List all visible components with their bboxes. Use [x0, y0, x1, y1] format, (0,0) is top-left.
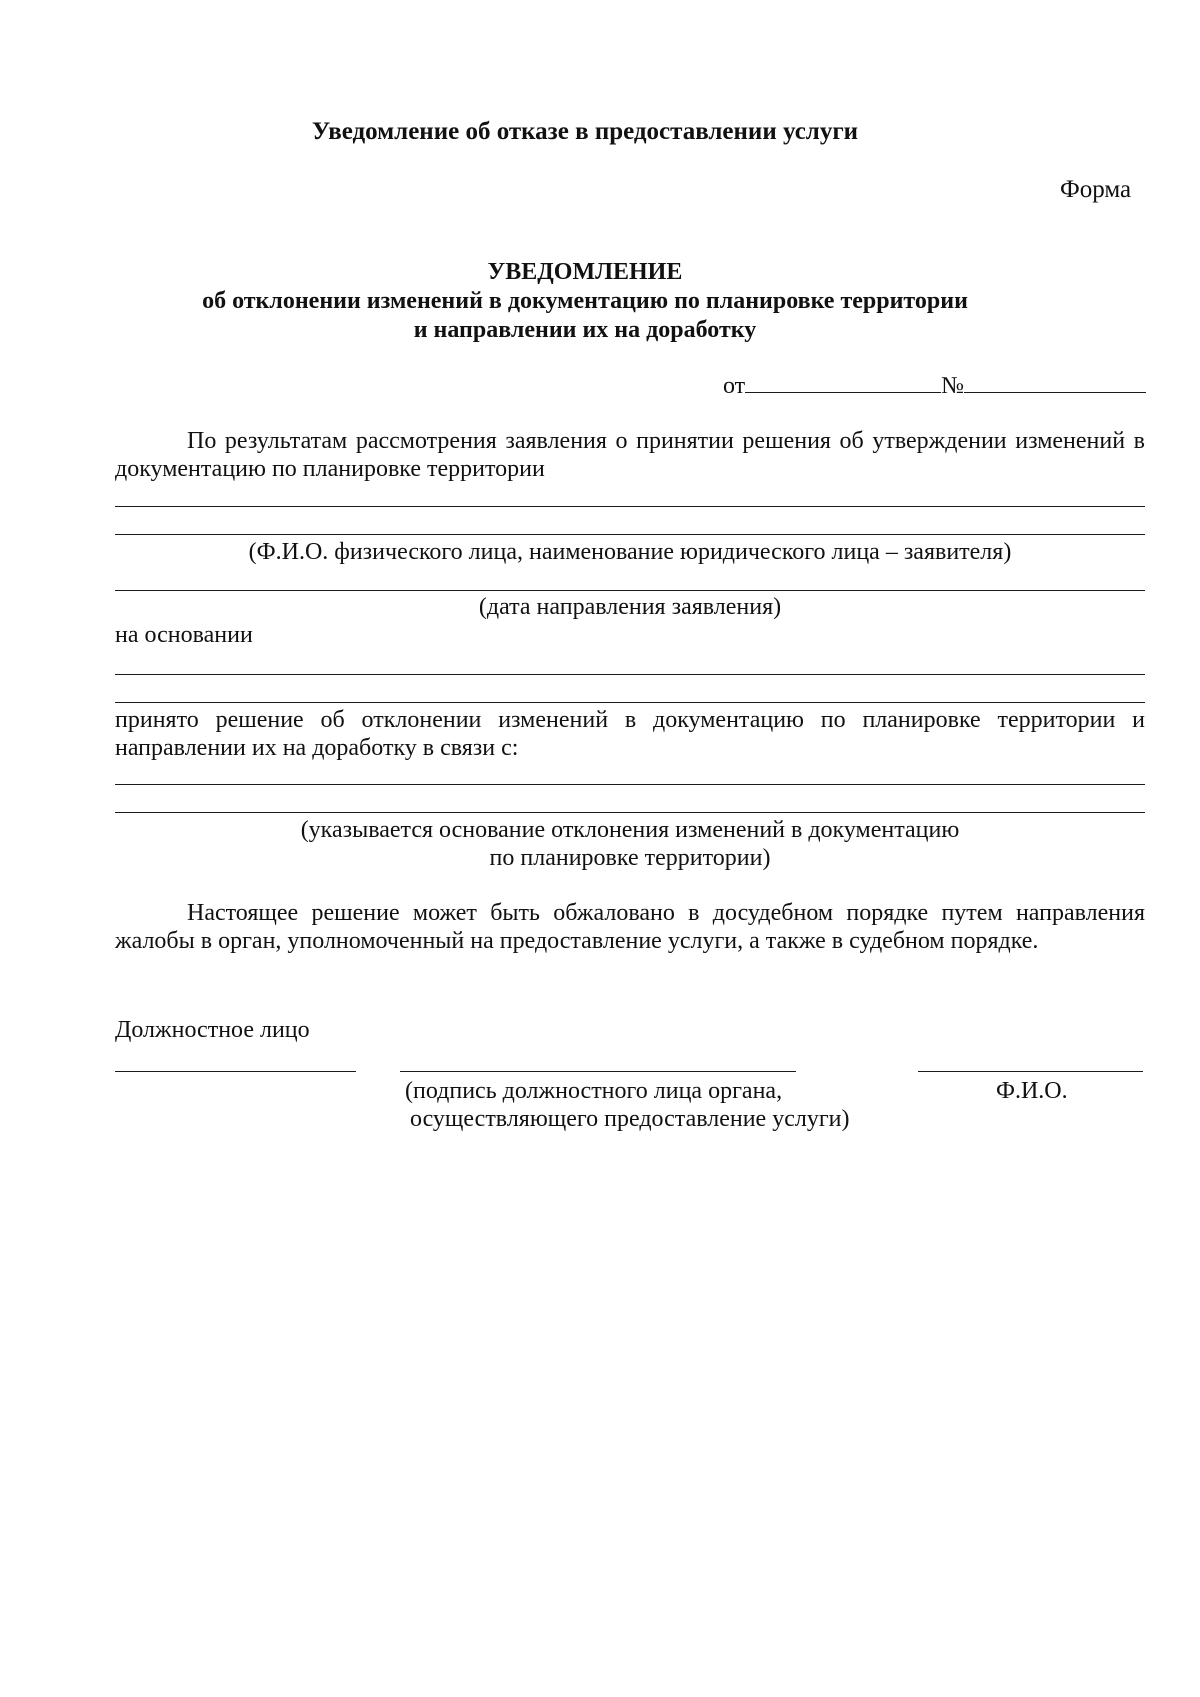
- fio-caption: Ф.И.О.: [996, 1078, 1068, 1104]
- number-field[interactable]: [964, 370, 1146, 393]
- date-field[interactable]: [745, 370, 941, 393]
- review-paragraph-line2: документацию по планировке территории: [115, 456, 545, 482]
- applicant-line-1[interactable]: [115, 506, 1145, 507]
- basis-line-2[interactable]: [115, 702, 1145, 703]
- document-title: Уведомление об отказе в предоставлении услуги: [311, 118, 859, 145]
- signature-caption-line2: осуществляющего предоставление услуги): [410, 1106, 850, 1132]
- applicant-caption: (Ф.И.О. физического лица, наименование юридического лица – заявителя): [248, 539, 1012, 565]
- signature-caption-line1: (подпись должностного лица органа,: [405, 1078, 783, 1104]
- form-label: Форма: [1060, 176, 1132, 203]
- appeal-line2: жалобы в орган, уполномоченный на предоставление услуги, а также в судебном порядке.: [115, 928, 1039, 954]
- appeal-line1: Настоящее решение может быть обжаловано в досудебном порядке путем направления: [187, 900, 1145, 926]
- notice-subheading-line2: и направлении их на доработку: [413, 317, 757, 343]
- date-number-row: [723, 370, 1146, 400]
- reason-line-1[interactable]: [115, 784, 1145, 785]
- applicant-line-2[interactable]: [115, 534, 1145, 535]
- basis-label: на основании: [115, 622, 253, 648]
- notice-subheading-line1: об отклонении изменений в документацию по планировке территории: [202, 288, 968, 314]
- notice-heading: УВЕДОМЛЕНИЕ: [487, 259, 683, 285]
- review-paragraph-line1: По результатам рассмотрения заявления о принятии решения об утверждении изменений в: [187, 428, 1145, 454]
- official-position-line[interactable]: [115, 1071, 356, 1072]
- decision-line1: принято решение об отклонении изменений в документацию по планировке территории и: [115, 707, 1145, 733]
- number-label: №: [941, 373, 965, 399]
- application-date-caption: (дата направления заявления): [478, 594, 782, 620]
- reason-caption-line1: (указывается основание отклонения изменений в документацию: [300, 817, 960, 843]
- basis-line-1[interactable]: [115, 674, 1145, 675]
- reason-caption-line2: по планировке территории): [489, 845, 771, 871]
- signature-line[interactable]: [400, 1071, 796, 1072]
- fio-line[interactable]: [918, 1071, 1143, 1072]
- from-label: от: [723, 373, 746, 399]
- official-label: Должностное лицо: [115, 1017, 310, 1043]
- reason-line-2[interactable]: [115, 812, 1145, 813]
- decision-line2: направлении их на доработку в связи с:: [115, 735, 519, 761]
- application-date-line[interactable]: [115, 590, 1145, 591]
